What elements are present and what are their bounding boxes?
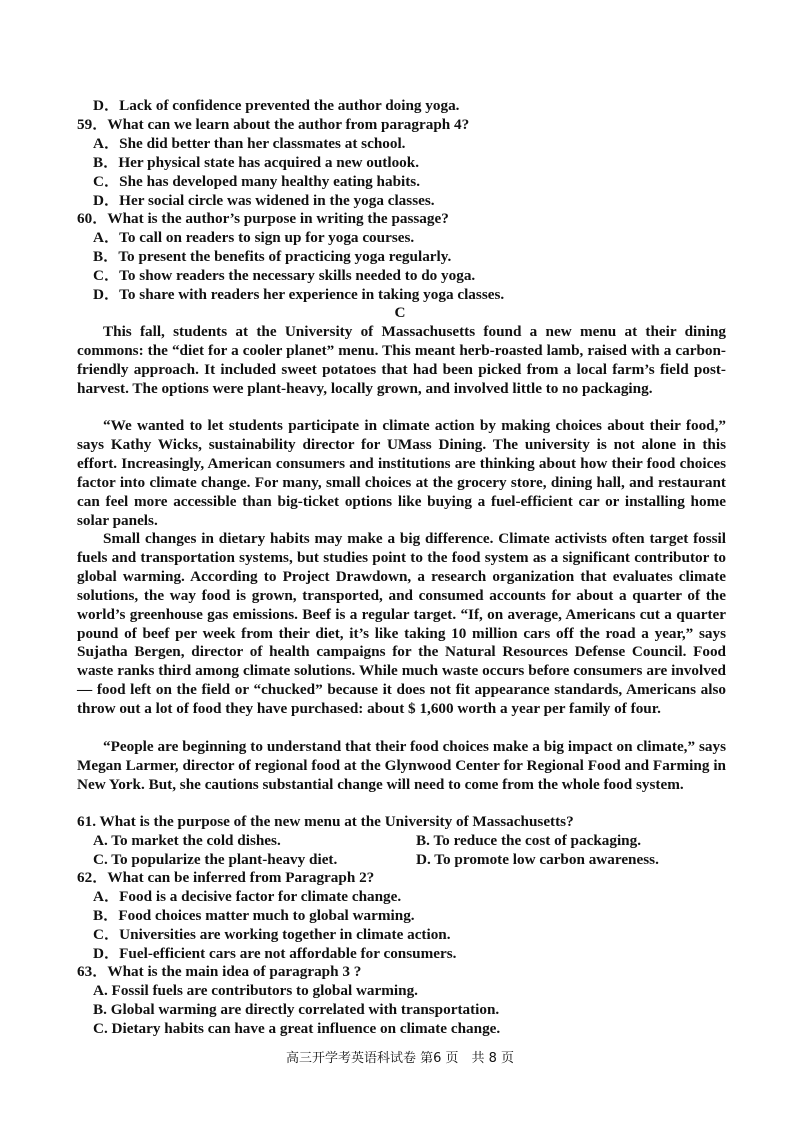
- section-c-heading: C: [394, 304, 406, 321]
- q58-option-d: D．Lack of confidence prevented the author doing yoga.: [93, 97, 460, 114]
- watermark-logo: [312, 79, 482, 91]
- q61-option-a: A. To market the cold dishes.: [93, 832, 281, 849]
- q61-option-c: C. To popularize the plant-heavy diet.: [93, 851, 338, 868]
- page-footer: 高三开学考英语科试卷 第6 页 共 8 页: [285, 1051, 515, 1066]
- q60-option-b: B．To present the benefits of practicing yoga regularly.: [93, 248, 452, 265]
- q62-question: 62．What can be inferred from Paragraph 2?: [77, 869, 375, 886]
- q62-option-b: B．Food choices matter much to global warming.: [93, 907, 415, 924]
- q63-question: 63．What is the main idea of paragraph 3 ?: [77, 963, 362, 980]
- passage-paragraph-4: “People are beginning to understand that their food choices make a big impact on climate,” says Megan Larmer, director of regional food at the Glynwood Center for Regional Food and Farming in New York. But, she cautions substantial change will need to come from the whole food system.: [77, 738, 726, 793]
- q59-option-a: A．She did better than her classmates at school.: [93, 135, 406, 152]
- q63-option-a: A. Fossil fuels are contributors to global warming.: [93, 982, 418, 999]
- q60-option-a: A．To call on readers to sign up for yoga courses.: [93, 229, 415, 246]
- passage-paragraph-2: “We wanted to let students participate in climate action by making choices about their food,” says Kathy Wicks, sustainability director for UMass Dining. The university is not alone in this effort. Increasingly, American consumers and institutions are thinking about how their food choices factor into climate change. For many, small choices at the grocery store, dining hall, and restaurant can feel more accessible than big-ticket options like buying a fuel-efficient car or installing home solar panels.: [77, 417, 726, 529]
- q59-option-d: D．Her social circle was widened in the yoga classes.: [93, 192, 435, 209]
- q62-option-d: D．Fuel-efficient cars are not affordable for consumers.: [93, 945, 457, 962]
- q62-option-c: C．Universities are working together in climate action.: [93, 926, 451, 943]
- q63-option-b: B. Global warming are directly correlated with transportation.: [93, 1001, 500, 1018]
- q61-question: 61. What is the purpose of the new menu at the University of Massachusetts?: [77, 813, 574, 830]
- q60-question: 60．What is the author’s purpose in writing the passage?: [77, 210, 449, 227]
- q59-question: 59．What can we learn about the author from paragraph 4?: [77, 116, 470, 133]
- passage-paragraph-1: This fall, students at the University of Massachusetts found a new menu at their dining commons: the “diet for a cooler planet” menu. This meant herb-roasted lamb, raised with a carbon-friendly approach. It included sweet potatoes that had been picked from a local farm’s field post-harvest. The options were plant-heavy, locally grown, and involved little to no packaging.: [77, 323, 726, 397]
- q59-option-c: C．She has developed many healthy eating habits.: [93, 173, 420, 190]
- q62-option-a: A．Food is a decisive factor for climate change.: [93, 888, 402, 905]
- q63-option-c: C. Dietary habits can have a great influence on climate change.: [93, 1020, 501, 1037]
- q60-option-c: C．To show readers the necessary skills needed to do yoga.: [93, 267, 476, 284]
- q59-option-b: B．Her physical state has acquired a new outlook.: [93, 154, 419, 171]
- q61-option-b: B. To reduce the cost of packaging.: [416, 832, 642, 849]
- q60-option-d: D．To share with readers her experience in taking yoga classes.: [93, 286, 505, 303]
- passage-paragraph-3: Small changes in dietary habits may make a big difference. Climate activists often target fossil fuels and transportation systems, but studies point to the food system as a significant contributor to global warming. According to Project Drawdown, a research organization that evaluates climate solutions, the way food is grown, transported, and consumed accounts for about a quarter of the world’s greenhouse gas emissions. Beef is a regular target. “If, on average, Americans cut a quarter pound of beef per week from their diet, it’s like taking 10 million cars off the road a year,” says Sujatha Bergen, director of health campaigns for the Natural Resources Defense Council. Food waste ranks third among climate solutions. While much waste occurs before consumers are involved — food left on the field or “chucked” because it does not fit appearance standards, Americans also throw out a lot of food they have purchased: about $ 1,600 worth a year per family of four.: [77, 530, 726, 718]
- q61-option-d: D. To promote low carbon awareness.: [416, 851, 659, 868]
